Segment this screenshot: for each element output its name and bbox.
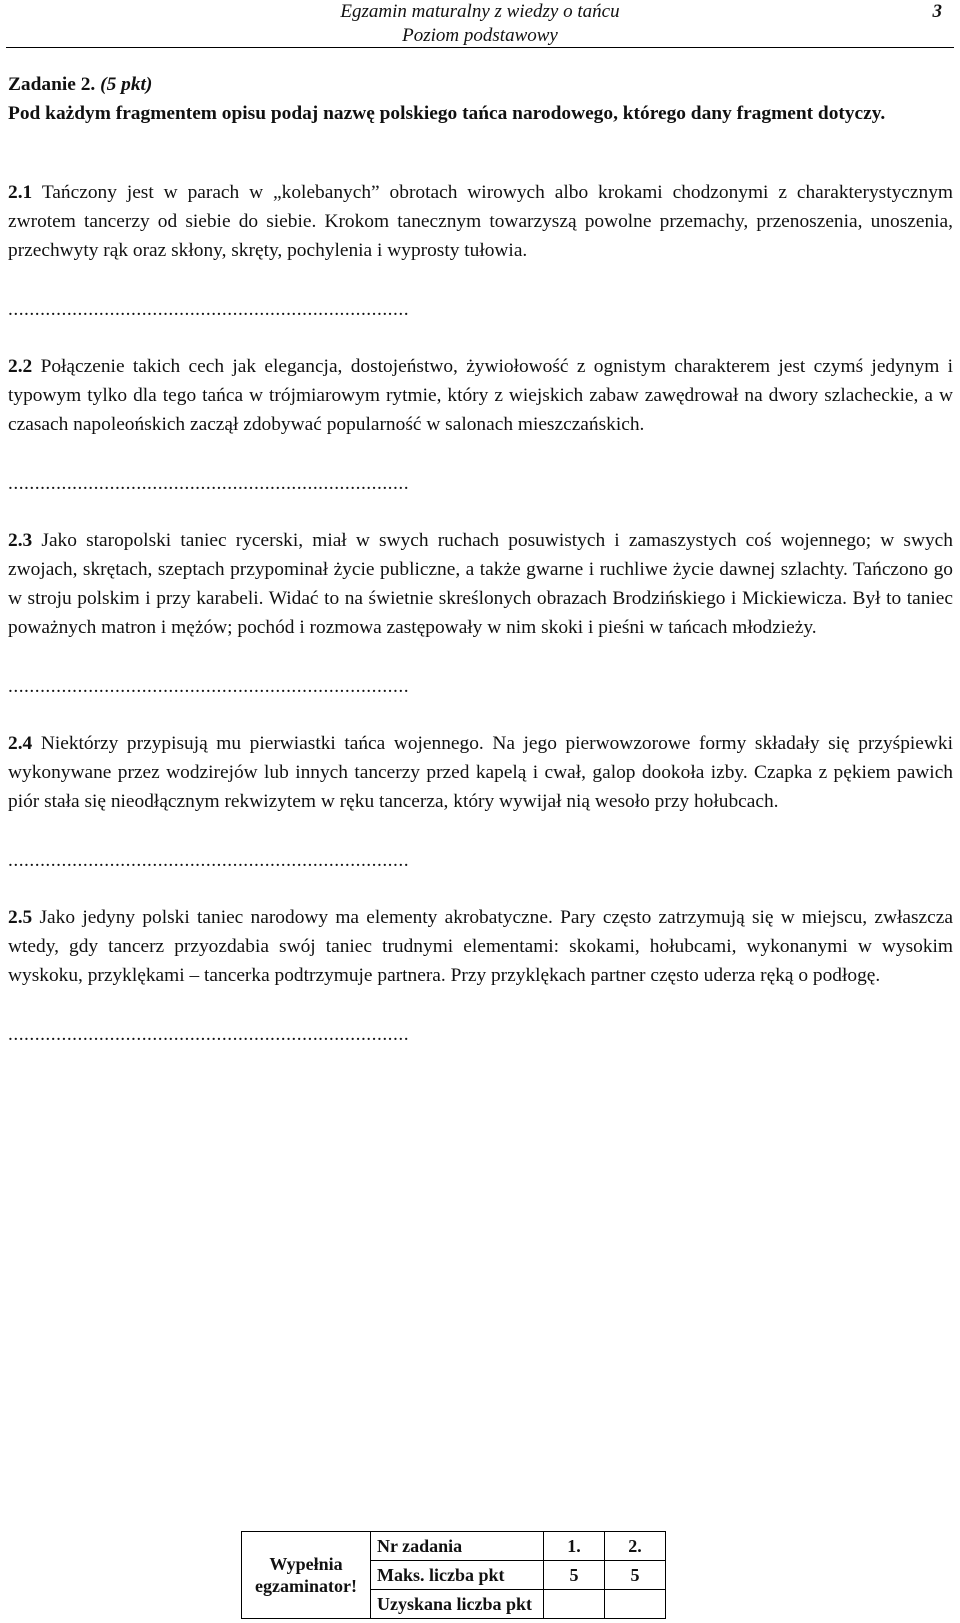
task-number-2: 2. [605,1532,666,1561]
task-2-1 [8,178,953,265]
max-points-label: Maks. liczba pkt [371,1561,544,1590]
page-number: 3 [932,1,942,22]
exam-title [0,0,960,48]
exercise-title-prefix: Zadanie 2. [8,74,101,95]
task-2-5 [8,903,953,990]
task-text: Połączenie takich cech jak elegancja, dostojeństwo, żywiołowość z ognistym charakterem jest czymś jedynym i typowym tylko dla tego tańca w trójmiarowym rytmie, który z wiejskich zabaw zawędrował na dwory szlacheckie, a w czasach napoleońskich zaczął zdobywać popularność w salonach mieszczańskich. [8,356,953,435]
max-points-2: 5 [605,1561,666,1590]
score-table [241,1531,666,1619]
answer-line-2-1[interactable]: ........................................................................... [8,299,410,320]
exam-title-line1: Egzamin maturalny z wiedzy o tańcu [340,1,620,22]
answer-line-2-3[interactable]: ........................................................................... [8,676,410,697]
header-rule [6,47,954,48]
task-2-2 [8,352,953,439]
task-text: Niektórzy przypisują mu pierwiastki tańca wojennego. Na jego pierwowzorowe formy składały się przyśpiewki wykonywane przez wodzirejów lub innych tancerzy przed kapelą i cwał, galop dookoła izby. Czapka z pękiem pawich piór stała się nieodłącznym rekwizytem w ręku tancerza, który wywijał nią wesoło przy hołubcach. [8,733,953,812]
exercise-instruction: Pod każdym fragmentem opisu podaj nazwę polskiego tańca narodowego, którego dany fragment dotyczy. [8,103,886,124]
task-number: 2.1 [8,182,33,203]
task-text: Jako jedyny polski taniec narodowy ma elementy akrobatyczne. Pary często zatrzymują się w miejscu, zwłaszcza wtedy, gdy tancerz przyozdabia swój taniec trudnymi elementami: skokami, hołubcami, wykonanymi w wysokim wyskoku, przyklękami – tancerka podtrzymuje partnera. Przy przyklękach partner często uderza ręką o podłogę. [8,907,953,986]
exam-level-line: Poziom podstawowy [402,25,558,46]
max-points-1: 5 [544,1561,605,1590]
exercise-points: (5 pkt) [100,74,153,95]
task-number-1: 1. [544,1532,605,1561]
task-text: Tańczony jest w parach w „kolebanych” obrotach wirowych albo krokami chodzonymi z charakterystycznym zwrotem tancerzy od siebie do siebie. Krokom tanecznym towarzyszą powolne przemachy, przenoszenia, unoszenia, przechwyty rąk oraz skłony, skręty, pochylenia i wyprosty tułowia. [8,182,953,261]
task-2-3 [8,526,953,642]
obtained-points-2[interactable] [605,1590,666,1619]
task-number: 2.2 [8,356,33,377]
task-number: 2.5 [8,907,33,928]
task-number-label: Nr zadania [371,1532,544,1561]
task-number: 2.3 [8,530,33,551]
obtained-points-1[interactable] [544,1590,605,1619]
task-text: Jako staropolski taniec rycerski, miał w swych ruchach posuwistych i zamaszystych coś wojennego; w swych zwojach, skrętach, szeptach przypominał życie publiczne, a także gwarne i ruchliwe życie dawnej szlachty. Tańczono go w stroju polskim i przy karabeli. Widać to na świetnie skreślonych obrazach Brodzińskiego i Mickiewicza. Był to taniec poważnych matron i mężów; pochód i rozmowa zastępowały w nim skoki i pieśni w tańcach młodzieży. [8,530,953,638]
examiner-label-line1: Wypełnia [269,1554,343,1574]
answer-line-2-2[interactable]: ........................................................................... [8,473,410,494]
task-2-4 [8,729,953,816]
answer-line-2-5[interactable]: ........................................................................... [8,1024,410,1045]
page-header [0,0,960,50]
exercise-title [8,70,953,99]
obtained-points-label: Uzyskana liczba pkt [371,1590,544,1619]
answer-line-2-4[interactable]: ........................................................................... [8,850,410,871]
examiner-cell [242,1532,371,1619]
task-number: 2.4 [8,733,33,754]
score-row-task-numbers [242,1532,666,1561]
exercise-content [8,70,953,1049]
examiner-label-line2: egzaminator! [255,1576,357,1596]
